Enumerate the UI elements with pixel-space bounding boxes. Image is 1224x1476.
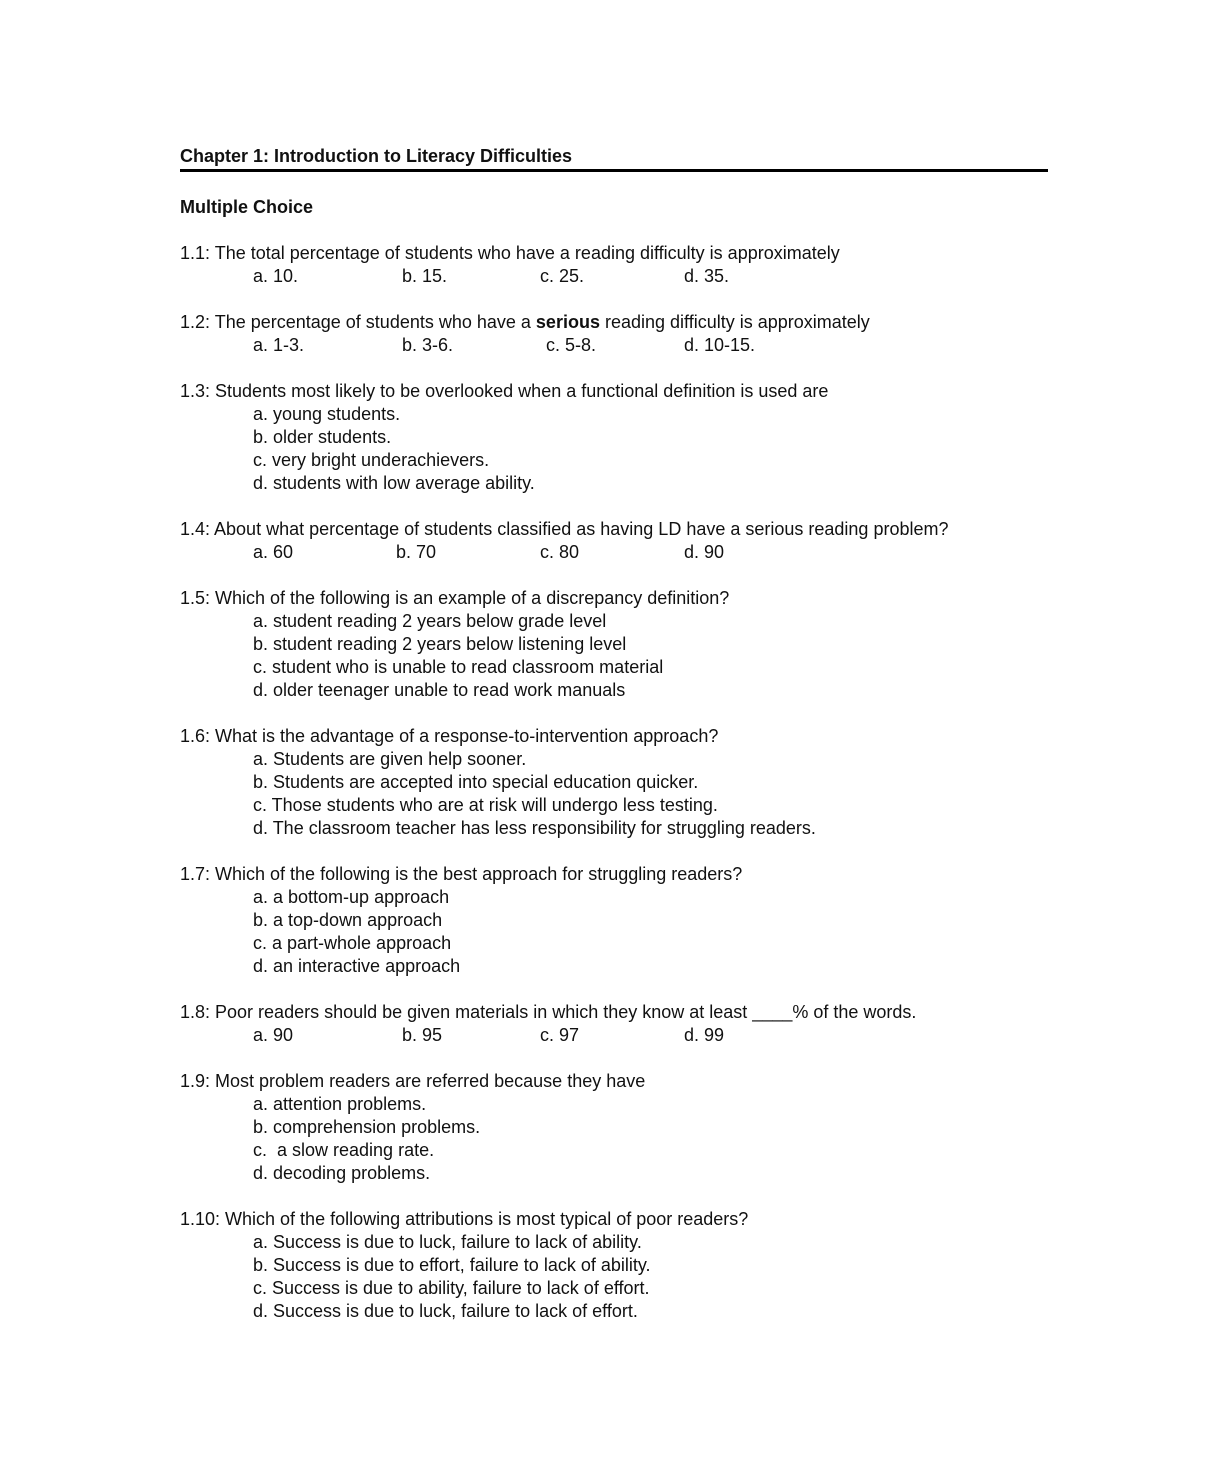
question-1-7 <box>180 863 742 978</box>
question-stem <box>180 311 870 334</box>
option-b: b. older students. <box>253 427 392 447</box>
question-1-4 <box>180 518 948 564</box>
option-a: a. young students. <box>253 404 401 424</box>
option-d: d. decoding problems. <box>253 1163 431 1183</box>
option-b: b. 95 <box>402 1025 443 1045</box>
option-a: a. 60 <box>253 542 294 562</box>
option-b: b. Success is due to effort, failure to lack of ability. <box>253 1255 651 1275</box>
stem-emphasis: serious <box>535 312 600 332</box>
option-c: c. 25. <box>540 266 585 286</box>
option-a: a. Students are given help sooner. <box>253 749 527 769</box>
option-d: d. students with low average ability. <box>253 473 535 493</box>
question-1-5 <box>180 587 729 702</box>
options-row <box>180 541 948 564</box>
question-stem: 1.6: What is the advantage of a response-to-intervention approach? <box>180 726 719 746</box>
question-1-6 <box>180 725 816 840</box>
question-stem: 1.4: About what percentage of students classified as having LD have a serious reading problem? <box>180 519 949 539</box>
option-a: a. 1-3. <box>253 335 305 355</box>
options-row <box>180 265 840 288</box>
option-d: d. 35. <box>684 266 730 286</box>
option-d: d. 99 <box>684 1025 725 1045</box>
option-c: c. a part-whole approach <box>253 933 452 953</box>
option-b: b. Students are accepted into special education quicker. <box>253 772 699 792</box>
option-d: d. 90 <box>684 542 725 562</box>
question-stem: 1.3: Students most likely to be overlooked when a functional definition is used are <box>180 381 829 401</box>
option-d: d. Success is due to luck, failure to lack of effort. <box>253 1301 638 1321</box>
question-1-2 <box>180 311 870 357</box>
option-c: c. 97 <box>540 1025 580 1045</box>
question-1-9 <box>180 1070 645 1185</box>
question-stem: 1.10: Which of the following attributions is most typical of poor readers? <box>180 1209 749 1229</box>
option-a: a. attention problems. <box>253 1094 427 1114</box>
option-b: b. 70 <box>396 542 437 562</box>
question-1-8 <box>180 1001 916 1047</box>
option-c: c. 5-8. <box>546 335 597 355</box>
option-c: c. a slow reading rate. <box>253 1140 435 1160</box>
option-c: c. student who is unable to read classroom material <box>253 657 664 677</box>
question-1-3 <box>180 380 828 495</box>
question-stem: 1.8: Poor readers should be given materials in which they know at least ____% of the words. <box>180 1002 917 1022</box>
options-row <box>180 1024 916 1047</box>
option-b: b. student reading 2 years below listening level <box>253 634 627 654</box>
option-c: c. 80 <box>540 542 580 562</box>
option-d: d. The classroom teacher has less responsibility for struggling readers. <box>253 818 816 838</box>
option-b: b. a top-down approach <box>253 910 443 930</box>
option-c: c. Those students who are at risk will undergo less testing. <box>253 795 718 815</box>
option-d: d. an interactive approach <box>253 956 461 976</box>
stem-part: reading difficulty is approximately <box>599 312 870 332</box>
option-a: a. Success is due to luck, failure to lack of ability. <box>253 1232 642 1252</box>
section-title: Multiple Choice <box>180 197 314 217</box>
option-d: d. 10-15. <box>684 335 756 355</box>
option-c: c. Success is due to ability, failure to lack of effort. <box>253 1278 650 1298</box>
option-c: c. very bright underachievers. <box>253 450 490 470</box>
stem-part: 1.2: The percentage of students who have a <box>180 312 536 332</box>
option-b: b. comprehension problems. <box>253 1117 481 1137</box>
question-stem: 1.5: Which of the following is an example of a discrepancy definition? <box>180 588 730 608</box>
question-1-10 <box>180 1208 748 1323</box>
options-row <box>180 334 870 357</box>
option-a: a. student reading 2 years below grade level <box>253 611 607 631</box>
question-stem: 1.9: Most problem readers are referred because they have <box>180 1071 646 1091</box>
question-stem: 1.1: The total percentage of students who have a reading difficulty is approximately <box>180 243 840 263</box>
chapter-title: Chapter 1: Introduction to Literacy Difficulties <box>180 146 573 166</box>
question-stem: 1.7: Which of the following is the best approach for struggling readers? <box>180 864 743 884</box>
option-a: a. a bottom-up approach <box>253 887 450 907</box>
title-rule <box>180 169 1048 172</box>
option-d: d. older teenager unable to read work manuals <box>253 680 626 700</box>
option-b: b. 3-6. <box>402 335 454 355</box>
question-1-1 <box>180 242 840 288</box>
option-a: a. 10. <box>253 266 299 286</box>
option-a: a. 90 <box>253 1025 294 1045</box>
option-b: b. 15. <box>402 266 448 286</box>
